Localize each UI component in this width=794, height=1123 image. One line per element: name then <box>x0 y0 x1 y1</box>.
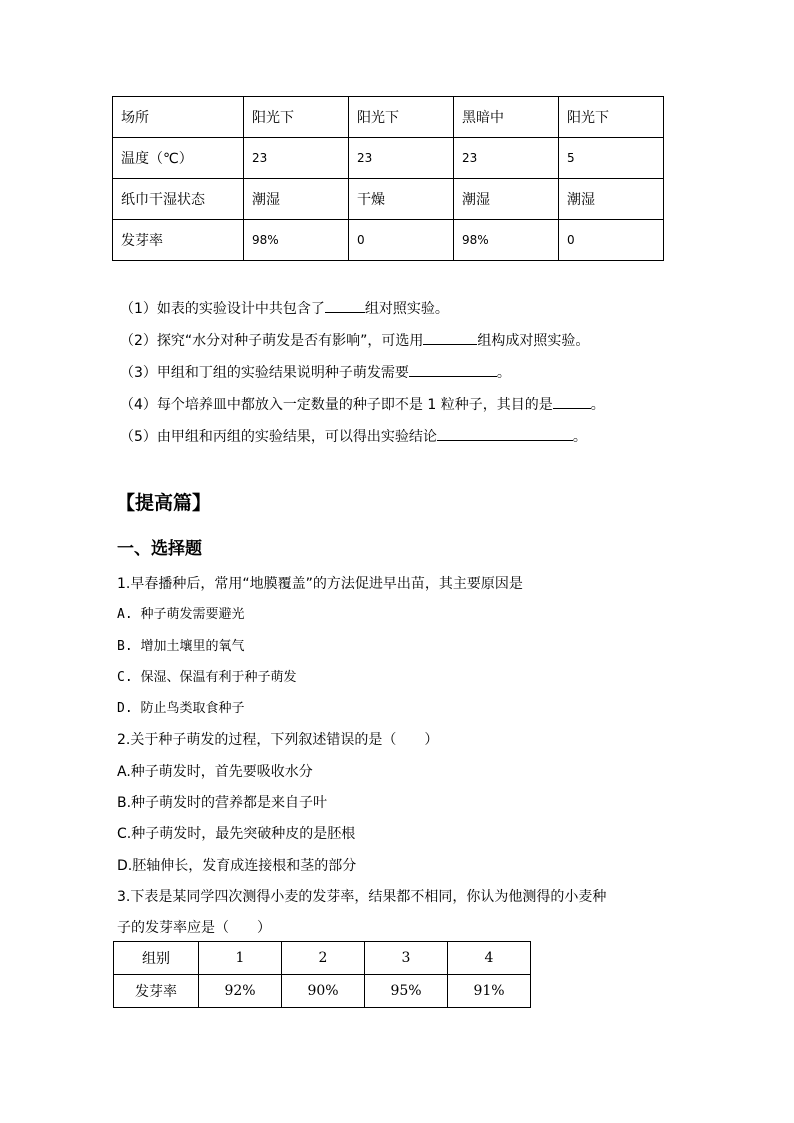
question-text: 2.关于种子萌发的过程，下列叙述错误的是（ <box>117 732 397 749</box>
mc-option[interactable]: C.种子萌发时，最先突破种皮的是胚根 <box>117 826 356 843</box>
table-cell: 潮湿 <box>559 179 664 220</box>
table-cell: 阳光下 <box>244 97 349 138</box>
question-1 <box>120 298 760 321</box>
table-cell: 23 <box>244 138 349 179</box>
table-cell: 98% <box>454 220 559 261</box>
question-2 <box>120 330 760 353</box>
question-text: ） <box>424 732 439 749</box>
table-cell: 90% <box>282 975 365 1008</box>
table-cell: 干燥 <box>349 179 454 220</box>
section-title: 【提高篇】 <box>116 492 212 514</box>
table-cell: 纸巾干湿状态 <box>113 179 244 220</box>
table-cell: 5 <box>559 138 664 179</box>
table-cell: 潮湿 <box>244 179 349 220</box>
question-text: 子的发芽率应是（ <box>117 920 229 937</box>
mc-question-1-stem: 1.早春播种后，常用“地膜覆盖”的方法促进早出苗，其主要原因是 <box>117 576 523 592</box>
experiment-table <box>112 96 664 261</box>
table-cell: 95% <box>365 975 448 1008</box>
table-cell: 组别 <box>114 942 199 975</box>
section-subtitle: 一、选择题 <box>117 539 202 559</box>
question-text: 组构成对照实验。 <box>477 333 590 349</box>
table-cell: 92% <box>199 975 282 1008</box>
answer-blank[interactable] <box>409 362 497 377</box>
mc-option[interactable]: B. 增加土壤里的氧气 <box>117 638 245 654</box>
table-cell: 黑暗中 <box>454 97 559 138</box>
mc-option[interactable]: D. 防止鸟类取食种子 <box>117 701 245 717</box>
table-cell: 发芽率 <box>113 220 244 261</box>
wheat-germination-table <box>113 941 531 1008</box>
mc-question-3-stem: 3.下表是某同学四次测得小麦的发芽率，结果都不相同，你认为他测得的小麦种 <box>117 888 607 905</box>
table-row <box>113 220 664 261</box>
table-cell: 2 <box>282 942 365 975</box>
table-row <box>113 97 664 138</box>
question-text: （1）如表的实验设计中共包含了 <box>120 301 325 317</box>
question-3 <box>120 362 760 385</box>
question-text: 组对照实验。 <box>364 301 449 317</box>
mc-option[interactable]: C. 保湿、保温有利于种子萌发 <box>117 669 297 685</box>
table-cell: 潮湿 <box>454 179 559 220</box>
table-cell: 23 <box>349 138 454 179</box>
mc-question-2-stem <box>117 727 697 758</box>
mc-option[interactable]: B.种子萌发时的营养都是来自子叶 <box>117 795 328 812</box>
question-text: （5）由甲组和丙组的实验结果，可以得出实验结论 <box>120 429 437 445</box>
mc-option[interactable]: A.种子萌发时，首先要吸收水分 <box>117 763 313 780</box>
question-4 <box>120 394 760 417</box>
table-row <box>114 942 531 975</box>
question-5 <box>120 426 760 449</box>
answer-blank[interactable] <box>553 394 591 409</box>
table-cell: 发芽率 <box>114 975 199 1008</box>
question-text: （2）探究“水分对种子萌发是否有影响”，可选用 <box>120 333 424 349</box>
table-cell: 4 <box>448 942 531 975</box>
table-cell: 3 <box>365 942 448 975</box>
table-row <box>113 138 664 179</box>
mc-option[interactable]: A. 种子萌发需要避光 <box>117 607 245 623</box>
table-row <box>113 179 664 220</box>
answer-blank[interactable] <box>423 330 477 345</box>
question-text: 。 <box>590 397 605 413</box>
answer-blank[interactable] <box>437 426 573 441</box>
table-cell: 23 <box>454 138 559 179</box>
table-cell: 0 <box>349 220 454 261</box>
table-cell: 场所 <box>113 97 244 138</box>
table-cell: 91% <box>448 975 531 1008</box>
question-text: ） <box>257 920 271 937</box>
question-text: （4）每个培养皿中都放入一定数量的种子即不是 1 粒种子，其目的是 <box>120 397 553 413</box>
question-text: （3）甲组和丁组的实验结果说明种子萌发需要 <box>120 365 409 381</box>
table-cell: 阳光下 <box>559 97 664 138</box>
fill-in-questions <box>120 298 760 458</box>
answer-blank[interactable] <box>325 298 365 313</box>
table-row <box>114 975 531 1008</box>
table-cell: 0 <box>559 220 664 261</box>
question-text: 。 <box>496 365 511 381</box>
table-cell: 98% <box>244 220 349 261</box>
multiple-choice-block <box>117 571 697 947</box>
table-cell: 1 <box>199 942 282 975</box>
mc-option[interactable]: D.胚轴伸长，发育成连接根和茎的部分 <box>117 857 357 874</box>
table-cell: 温度（℃） <box>113 138 244 179</box>
question-text: 。 <box>572 429 587 445</box>
table-cell: 阳光下 <box>349 97 454 138</box>
